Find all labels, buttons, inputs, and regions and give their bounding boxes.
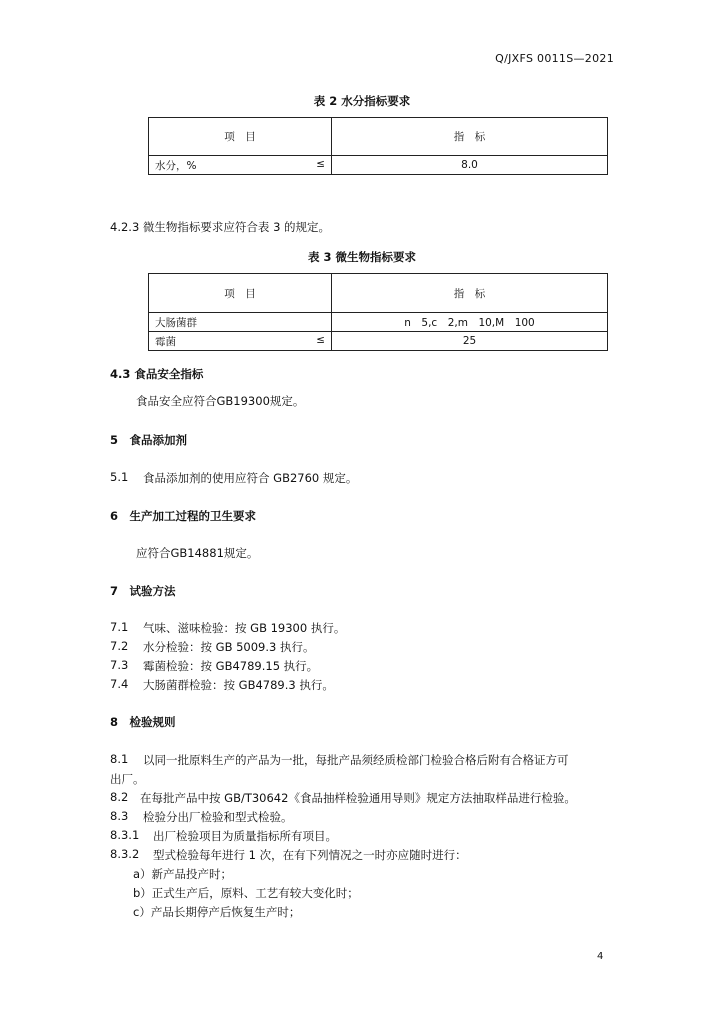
text-8-2: 在每批产品中按 GB/T30642《食品抽样检验通用导则》规定方法抽取样品进行检验。 bbox=[140, 791, 576, 805]
document-code: Q/JXFS 0011S—2021 bbox=[495, 52, 614, 65]
table-row bbox=[149, 313, 608, 332]
cell-item-text: 霉菌 bbox=[155, 335, 176, 348]
text-4-3: 食品安全应符合GB19300规定。 bbox=[136, 394, 305, 408]
table2-cell-item bbox=[149, 156, 332, 175]
num-8-1: 8.1 bbox=[110, 752, 129, 766]
clause-4-2-3: 4.2.3 微生物指标要求应符合表 3 的规定。 bbox=[110, 220, 331, 234]
num-5-1: 5.1 bbox=[110, 470, 129, 484]
heading-4-3: 4.3 食品安全指标 bbox=[110, 367, 204, 381]
table-row bbox=[149, 156, 608, 175]
table2-caption: 表 2 水分指标要求 bbox=[313, 94, 411, 108]
le-sign: ≤ bbox=[316, 333, 325, 346]
table3-cell-value: n 5,c 2,m 10,M 100 bbox=[332, 313, 608, 332]
text-8-1-line2: 出厂。 bbox=[110, 772, 145, 786]
text-8-3-2: 型式检验每年进行 1 次，在有下列情况之一时亦应随时进行： bbox=[153, 848, 467, 862]
num-7-3: 7.3 bbox=[110, 658, 129, 672]
table3-cell-value: 25 bbox=[332, 332, 608, 351]
text-7-4: 大肠菌群检验：按 GB4789.3 执行。 bbox=[143, 678, 334, 692]
table2-header-item: 项 目 bbox=[149, 118, 332, 156]
cell-item-text: 水分，% bbox=[155, 159, 197, 172]
table2-cell-value: 8.0 bbox=[332, 156, 608, 175]
list-item: a）新产品投产时； bbox=[133, 867, 233, 881]
num-7-2: 7.2 bbox=[110, 639, 129, 653]
list-item: b）正式生产后，原料、工艺有较大变化时； bbox=[133, 886, 359, 900]
text-8-3: 检验分出厂检验和型式检验。 bbox=[143, 810, 293, 824]
cell-item-text: 大肠菌群 bbox=[155, 316, 197, 329]
table3-header-value: 指 标 bbox=[332, 274, 608, 313]
num-7-1: 7.1 bbox=[110, 620, 129, 634]
text-6: 应符合GB14881规定。 bbox=[136, 546, 259, 560]
heading-6: 6 生产加工过程的卫生要求 bbox=[110, 509, 257, 523]
table3-caption: 表 3 微生物指标要求 bbox=[307, 250, 416, 264]
num-8-3-1: 8.3.1 bbox=[110, 828, 140, 842]
table2 bbox=[148, 117, 608, 175]
text-7-3: 霉菌检验：按 GB4789.15 执行。 bbox=[143, 659, 319, 673]
table3-cell-item bbox=[149, 313, 332, 332]
num-8-2: 8.2 bbox=[110, 790, 129, 804]
text-7-1: 气味、滋味检验：按 GB 19300 执行。 bbox=[143, 621, 346, 635]
text-8-1-line1: 以同一批原料生产的产品为一批，每批产品须经质检部门检验合格后附有合格证方可 bbox=[143, 753, 569, 767]
num-7-4: 7.4 bbox=[110, 677, 129, 691]
page-number: 4 bbox=[597, 951, 604, 962]
text-7-2: 水分检验：按 GB 5009.3 执行。 bbox=[143, 640, 315, 654]
table3 bbox=[148, 273, 608, 351]
heading-5: 5 食品添加剂 bbox=[110, 433, 188, 447]
table2-header-value: 指 标 bbox=[332, 118, 608, 156]
num-8-3: 8.3 bbox=[110, 809, 129, 823]
table3-cell-item bbox=[149, 332, 332, 351]
list-item: c）产品长期停产后恢复生产时； bbox=[133, 905, 301, 919]
heading-8: 8 检验规则 bbox=[110, 715, 176, 729]
num-8-3-2: 8.3.2 bbox=[110, 847, 140, 861]
table-row bbox=[149, 332, 608, 351]
heading-7: 7 试验方法 bbox=[110, 584, 176, 598]
table3-header-item: 项 目 bbox=[149, 274, 332, 313]
text-8-3-1: 出厂检验项目为质量指标所有项目。 bbox=[153, 829, 337, 843]
text-5-1: 食品添加剂的使用应符合 GB2760 规定。 bbox=[143, 471, 358, 485]
le-sign: ≤ bbox=[316, 157, 325, 170]
